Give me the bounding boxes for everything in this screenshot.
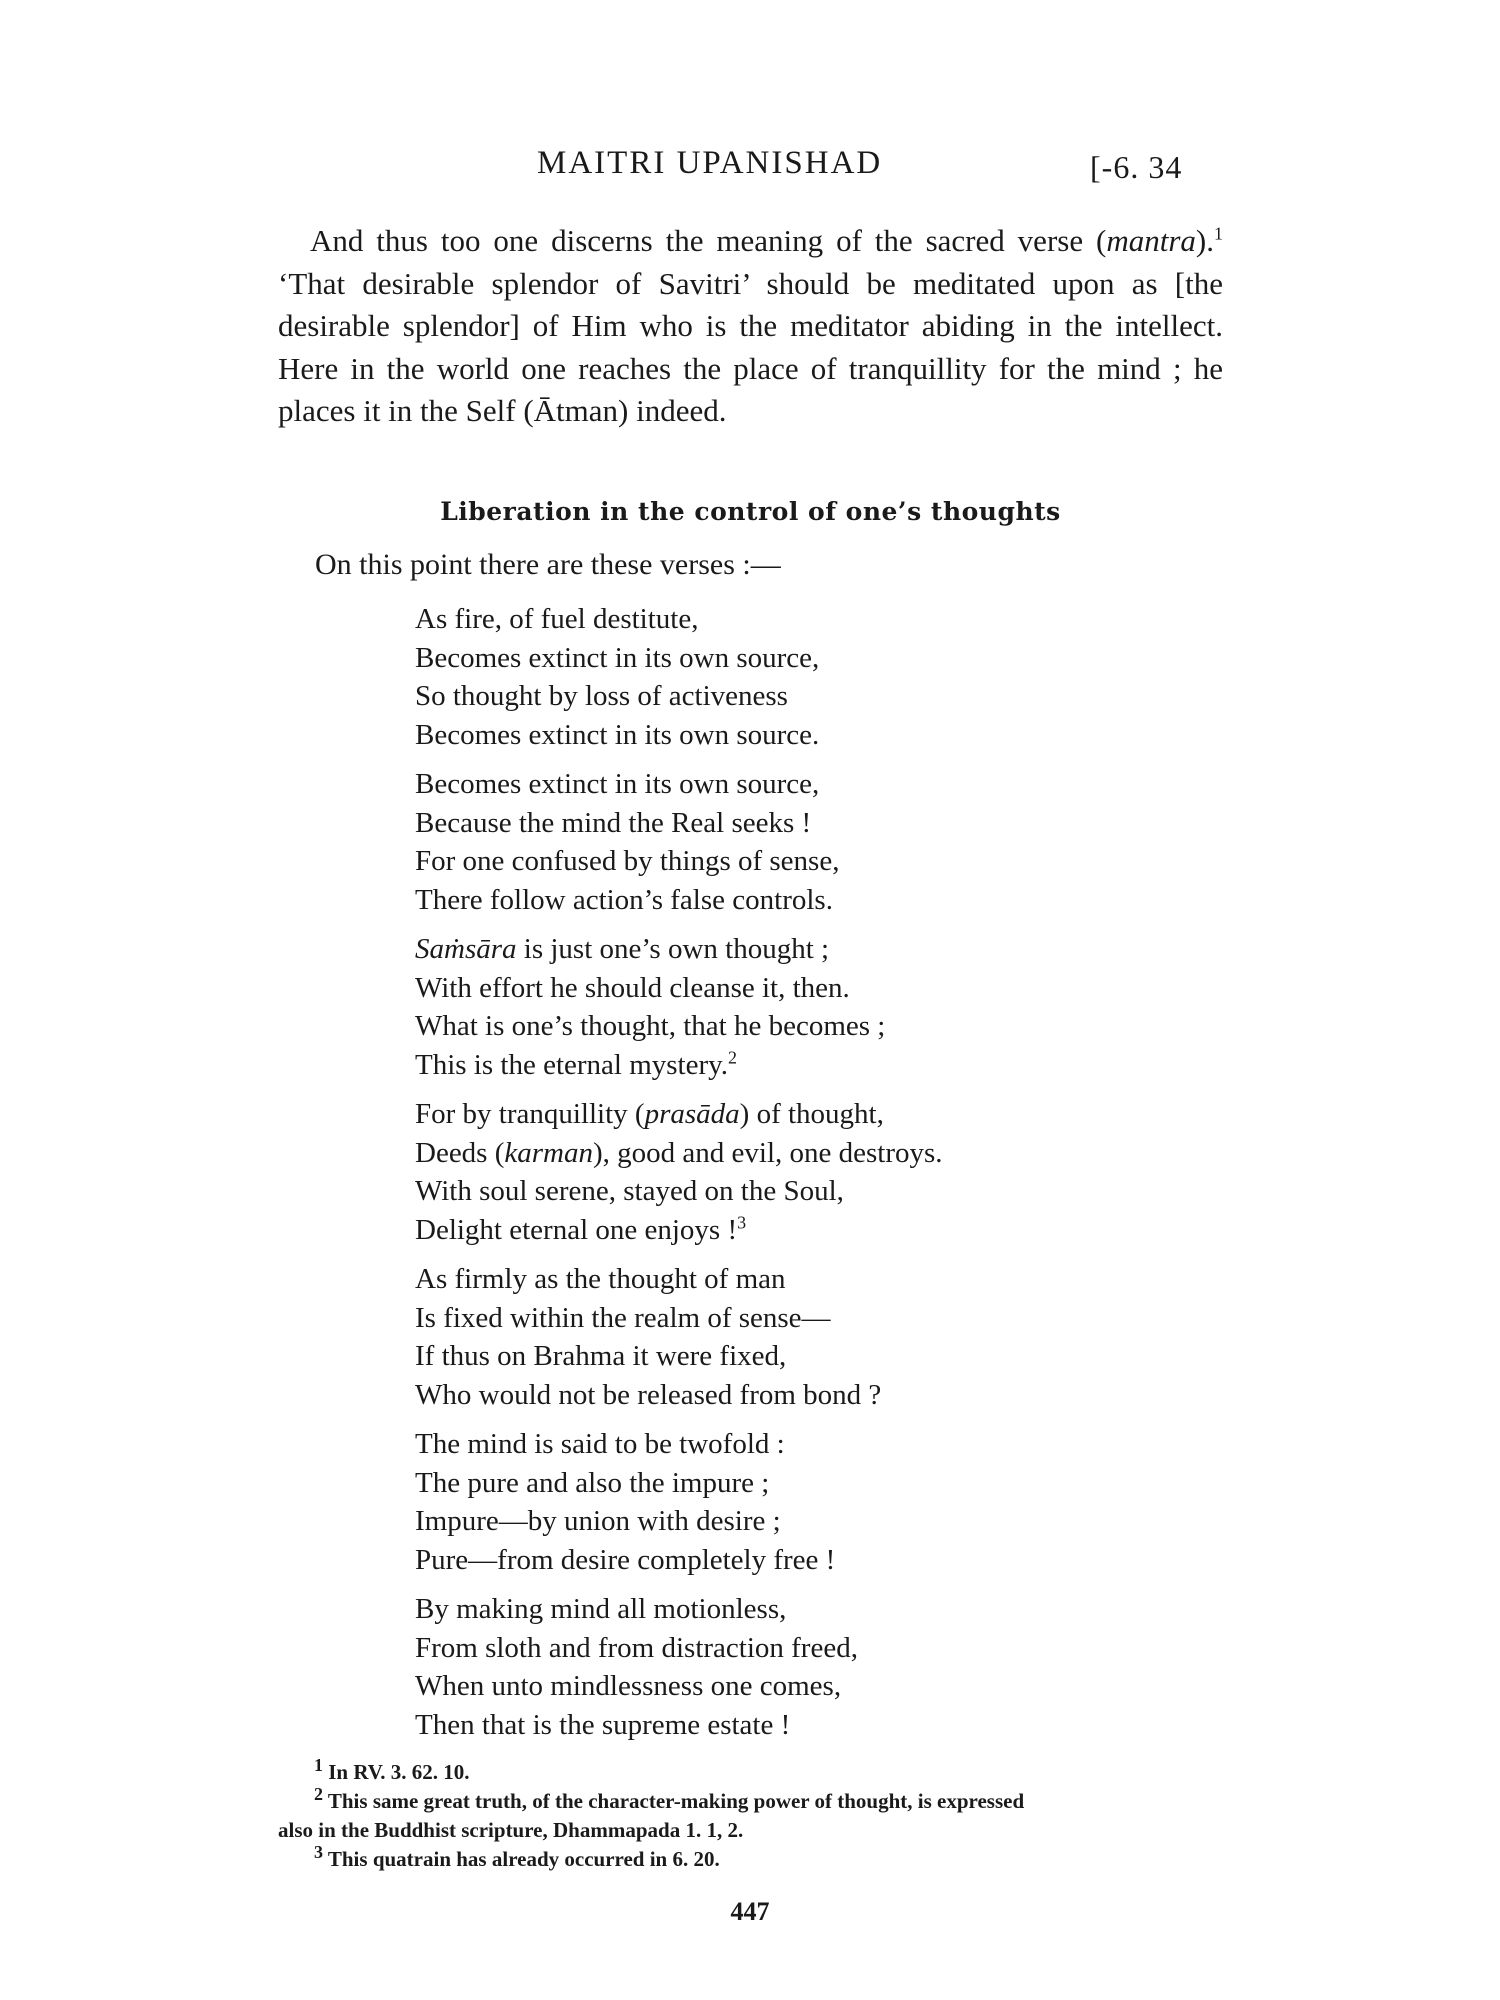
footnote-marker-1: 1 — [1214, 223, 1223, 244]
verse-line: There follow action’s false controls. — [415, 883, 833, 916]
verse-line: So thought by loss of activeness — [415, 680, 788, 712]
term-prasada: prasāda — [644, 1098, 740, 1130]
verse-fragment: For by tranquillity ( — [415, 1098, 645, 1130]
paragraph-text — [278, 220, 1223, 433]
verse-block — [415, 600, 1175, 1755]
verse-line: Pure—from desire completely free ! — [415, 1543, 836, 1576]
stanza — [415, 1095, 1175, 1249]
prose-close-paren: ). — [1195, 223, 1214, 258]
prose-paragraph — [278, 220, 1223, 433]
footnote-text: This same great truth, of the character-making power of thought, is expressed — [327, 1789, 1025, 1813]
term-mantra: mantra — [1106, 223, 1196, 258]
prose-rest: ‘That desirable splendor of Savitri’ should be meditated upon as [the desirable splendor] of Him who is the meditator abiding in the intellect. Here in the world one reaches the place of tranquillity for the mind ; he places it in the Self (Ātman) indeed. — [278, 265, 1223, 428]
footnote-2-continued: also in the Buddhist scripture, Dhammapada 1. 1, 2. — [278, 1818, 744, 1842]
stanza — [415, 1260, 1175, 1414]
verse-line: The mind is said to be twofold : — [415, 1428, 785, 1460]
verse-line: Becomes extinct in its own source, — [415, 641, 820, 674]
verse-line: What is one’s thought, that he becomes ; — [415, 1010, 886, 1042]
verse-line: With effort he should cleanse it, then. — [415, 971, 850, 1004]
footnote-1 — [278, 1755, 1238, 1787]
verse-line: The pure and also the impure ; — [415, 1466, 770, 1499]
stanza — [415, 765, 1175, 919]
footnotes — [278, 1755, 1238, 1874]
stanza — [415, 1425, 1175, 1579]
footnote-text: In RV. 3. 62. 10. — [328, 1760, 470, 1784]
verse-line: Then that is the supreme estate ! — [415, 1708, 791, 1741]
verse-fragment: Deeds ( — [415, 1136, 505, 1169]
verse-line — [415, 1095, 1175, 1134]
footnote-number: 3 — [314, 1842, 323, 1862]
verse-line: As firmly as the thought of man — [415, 1263, 786, 1295]
footnote-3 — [278, 1842, 1238, 1874]
page-number: 447 — [730, 1897, 770, 1926]
verse-fragment: ), good and evil, one destroys. — [593, 1136, 943, 1169]
verse-line: Impure—by union with desire ; — [415, 1505, 781, 1537]
term-samsara: Saṁsāra — [415, 933, 517, 965]
verse-line: By making mind all motionless, — [415, 1593, 787, 1625]
verse-fragment: Delight eternal one enjoys ! — [415, 1213, 738, 1246]
stanza — [415, 600, 1175, 754]
verse-line: From sloth and from distraction freed, — [415, 1631, 858, 1664]
stanza — [415, 930, 1175, 1084]
verse-fragment: This is the eternal mystery. — [415, 1048, 729, 1081]
verse-line: If thus on Brahma it were fixed, — [415, 1340, 787, 1372]
footnote-marker-3: 3 — [737, 1211, 747, 1232]
running-title: MAITRI UPANISHAD — [537, 145, 883, 181]
section-heading: Liberation in the control of one’s thoughts — [440, 497, 1061, 526]
footnote-number: 1 — [314, 1755, 323, 1775]
verse-fragment: ) of thought, — [739, 1098, 884, 1130]
term-karman: karman — [504, 1136, 593, 1169]
verse-line — [415, 930, 1175, 969]
verse-line: With soul serene, stayed on the Soul, — [415, 1175, 844, 1207]
verse-line: Because the mind the Real seeks ! — [415, 806, 812, 839]
footnote-number: 2 — [314, 1784, 323, 1804]
verse-line — [415, 1046, 1175, 1085]
verse-line: Who would not be released from bond ? — [415, 1378, 882, 1411]
stanza — [415, 1590, 1175, 1744]
verse-fragment: is just one’s own thought ; — [516, 933, 830, 965]
verse-line: Becomes extinct in its own source. — [415, 718, 820, 751]
verse-line — [415, 1134, 1175, 1173]
verse-line — [415, 1211, 1175, 1250]
footnote-text: This quatrain has already occurred in 6. 20. — [327, 1847, 720, 1871]
section-reference: [-6. 34 — [1090, 149, 1183, 185]
verse-line: For one confused by things of sense, — [415, 845, 840, 877]
verse-line: When unto mindlessness one comes, — [415, 1670, 842, 1702]
running-head — [0, 145, 1500, 195]
verse-line: Becomes extinct in its own source, — [415, 768, 820, 800]
verse-intro: On this point there are these verses :— — [315, 548, 781, 581]
verse-line: As fire, of fuel destitute, — [415, 603, 699, 635]
footnote-2 — [278, 1784, 1238, 1816]
footnote-marker-2: 2 — [728, 1046, 738, 1067]
prose-lead: And thus too one discerns the meaning of the sacred verse ( — [310, 223, 1107, 258]
verse-line: Is fixed within the realm of sense— — [415, 1301, 831, 1334]
